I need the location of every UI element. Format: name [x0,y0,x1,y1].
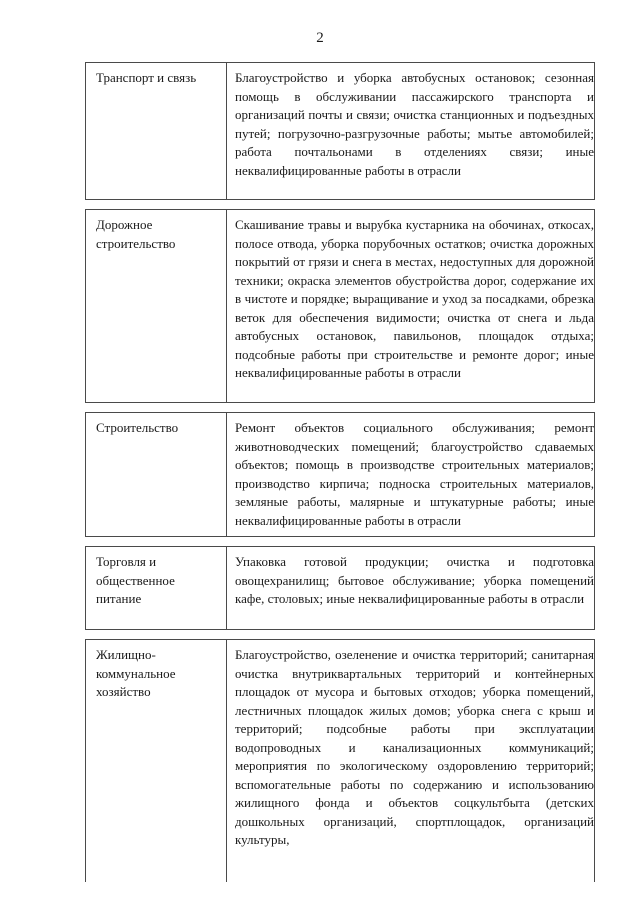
sector-cell: Торговля и общественное питание [86,547,227,630]
row-separator [86,200,595,210]
page-number: 2 [316,30,324,46]
sector-cell: Строительство [86,413,227,537]
works-cell: Ремонт объектов социального обслуживания; ремонт животноводческих помещений; благоустройство сдаваемых объектов; помощь в производстве строительных материалов; производство кирпича; подноска строительных материалов, земляные работы, малярные и штукатурные работы; иные неквалифицированные работы в отрасли [227,413,595,537]
sector-cell: Дорожное строительство [86,210,227,403]
works-table [85,62,595,882]
table-row [86,63,595,200]
works-cell: Упаковка готовой продукции; очистка и подготовка овощехранилищ; бытовое обслуживание; уборка помещений кафе, столовых; иные неквалифицированные работы в отрасли [227,547,595,630]
table-row [86,640,595,883]
works-cell: Благоустройство, озеленение и очистка территорий; санитарная очистка внутриквартальных территорий и контейнерных площадок от мусора и бытовых отходов; уборка помещений, лестничных площадок жилых домов; уборка снега с крыш и территорий; подсобные работы при эксплуатации водопроводных и канализационных коммуникаций; мероприятия по экологическому оздоровлению территорий; вспомогательные работы по содержанию и использованию жилищного фонда и объектов соцкультбыта (детских дошкольных организаций, спортплощадок, организаций культуры, [227,640,595,883]
sector-cell: Транспорт и связь [86,63,227,200]
row-separator [86,537,595,547]
table-row [86,547,595,630]
row-separator [86,630,595,640]
table-row [86,210,595,403]
works-cell: Благоустройство и уборка автобусных остановок; сезонная помощь в обслуживании пассажирского транспорта и организаций почты и связи; очистка станционных и подъездных путей; погрузочно-разгрузочные работы; мытье автомобилей; работа почтальонами в отделениях связи; иные неквалифицированные работы в отрасли [227,63,595,200]
sector-cell: Жилищно-коммунальное хозяйство [86,640,227,883]
works-cell: Скашивание травы и вырубка кустарника на обочинах, откосах, полосе отвода, уборка порубочных остатков; очистка дорожных покрытий от грязи и снега в местах, недоступных для дорожной техники; окраска элементов обустройства дорог, содержание их в чистоте и порядке; выращивание и уход за посадками, обрезка веток для обеспечения видимости; очистка от снега и льда автобусных остановок, павильонов, площадок отдыха; подсобные работы при строительстве и ремонте дорог; иные неквалифицированные работы в отрасли [227,210,595,403]
row-separator [86,403,595,413]
table-row [86,413,595,537]
